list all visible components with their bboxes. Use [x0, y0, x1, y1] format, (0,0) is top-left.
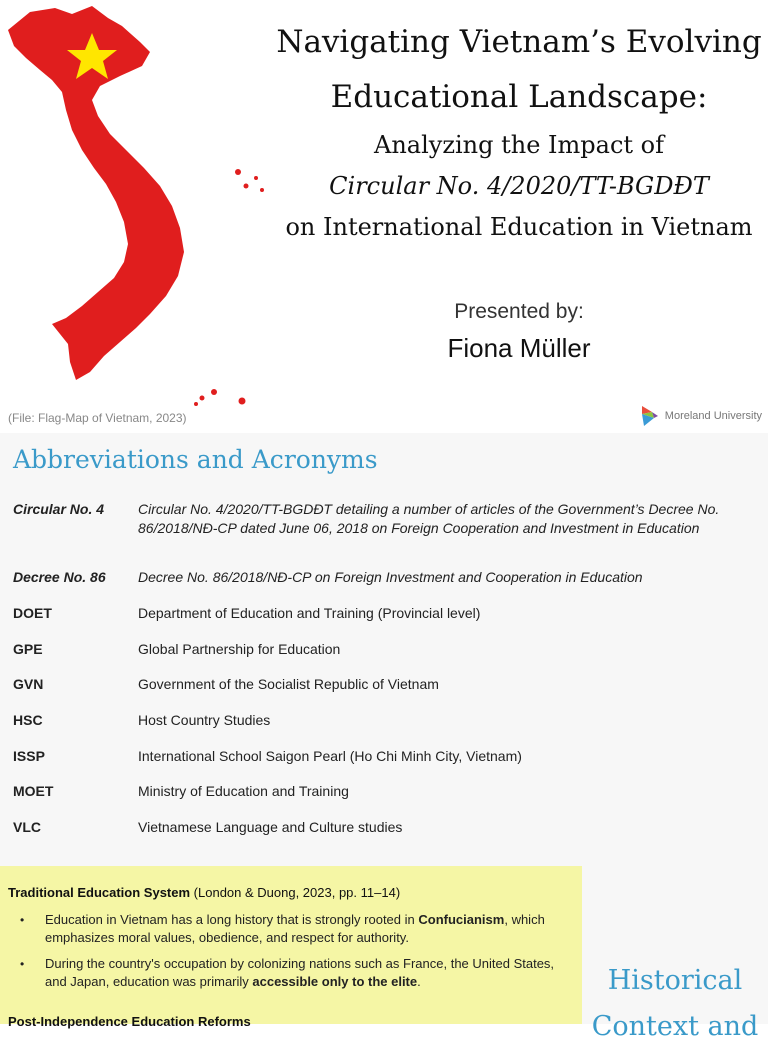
- abbr-key: DOET: [13, 605, 52, 621]
- title-line-1: Navigating Vietnam’s Evolving: [276, 24, 762, 60]
- section-heading: Post-Independence Education Reforms: [8, 1014, 251, 1029]
- side-title-line-2: Context and: [591, 1011, 759, 1042]
- map-caption: (File: Flag-Map of Vietnam, 2023): [8, 411, 187, 425]
- abbr-definition: Vietnamese Language and Culture studies: [138, 819, 403, 835]
- abbreviations-slide: [0, 433, 768, 863]
- abbr-key: Circular No. 4: [13, 501, 105, 517]
- section-heading: [8, 885, 400, 900]
- abbr-definition: International School Saigon Pearl (Ho Chi Minh City, Vietnam): [138, 748, 522, 764]
- abbr-key: GVN: [13, 676, 44, 692]
- bullet-icon: •: [20, 913, 25, 927]
- subtitle-line-3: on International Education in Vietnam: [285, 213, 753, 241]
- abbr-definition: Government of the Socialist Republic of Vietnam: [138, 676, 439, 692]
- abbr-definition: Global Partnership for Education: [138, 641, 341, 657]
- presented-by-label: Presented by:: [454, 300, 584, 323]
- abbr-definition: Department of Education and Training (Provincial level): [138, 605, 481, 621]
- abbr-definition: Ministry of Education and Training: [138, 783, 349, 799]
- abbr-key: GPE: [13, 641, 43, 657]
- bullet-icon: •: [20, 957, 25, 971]
- bullet-item: [20, 955, 570, 991]
- abbr-key: HSC: [13, 712, 43, 728]
- vietnam-flag-map-image: [0, 0, 270, 420]
- abbr-key: ISSP: [13, 748, 45, 764]
- bullet-emphasis: accessible only to the elite: [252, 974, 418, 989]
- abbr-definition: Circular No. 4/2020/TT-BGDĐT detailing a number of articles of the Government’s Decree No. 86/2018/NĐ-CP dated June 06, 2018 on Foreign Cooperation and Investment in Education: [138, 501, 720, 536]
- bullet-text: .: [417, 974, 421, 989]
- citation: (London & Duong, 2023, pp. 11–14): [193, 885, 401, 900]
- bullet-item: [20, 911, 570, 947]
- bullet-text: Education in Vietnam has a long history that is strongly rooted in: [45, 912, 419, 927]
- bullet-text: During the country's occupation by colonizing nations such as France, the United States, and Japan, education was primarily: [45, 956, 555, 989]
- subtitle-line-2: Circular No. 4/2020/TT-BGDĐT: [329, 172, 709, 200]
- section-heading-text: Traditional Education System: [8, 885, 191, 900]
- abbr-key: MOET: [13, 783, 54, 799]
- moreland-logo-icon: [640, 404, 660, 428]
- historical-context-slide: [0, 863, 768, 1042]
- university-logo: [640, 404, 762, 428]
- abbr-key: VLC: [13, 819, 41, 835]
- bullet-emphasis: Confucianism: [418, 912, 505, 927]
- title-line-2: Educational Landscape:: [330, 79, 708, 115]
- title-slide: [0, 0, 768, 433]
- subtitle-line-1: Analyzing the Impact of: [374, 131, 664, 159]
- abbr-definition: Decree No. 86/2018/NĐ-CP on Foreign Investment and Cooperation in Education: [138, 569, 643, 585]
- abbr-key: Decree No. 86: [13, 569, 106, 585]
- notes-panel: [0, 866, 582, 1029]
- presenter-name: Fiona Müller: [447, 333, 591, 363]
- university-name: Moreland University: [664, 410, 762, 422]
- abbr-definition: Host Country Studies: [138, 712, 271, 728]
- abbreviations-title: Abbreviations and Acronyms: [13, 445, 378, 474]
- side-title-line-1: Historical: [607, 965, 743, 996]
- bullet-text: , which emphasizes moral values, obedience, and respect for authority.: [45, 912, 545, 945]
